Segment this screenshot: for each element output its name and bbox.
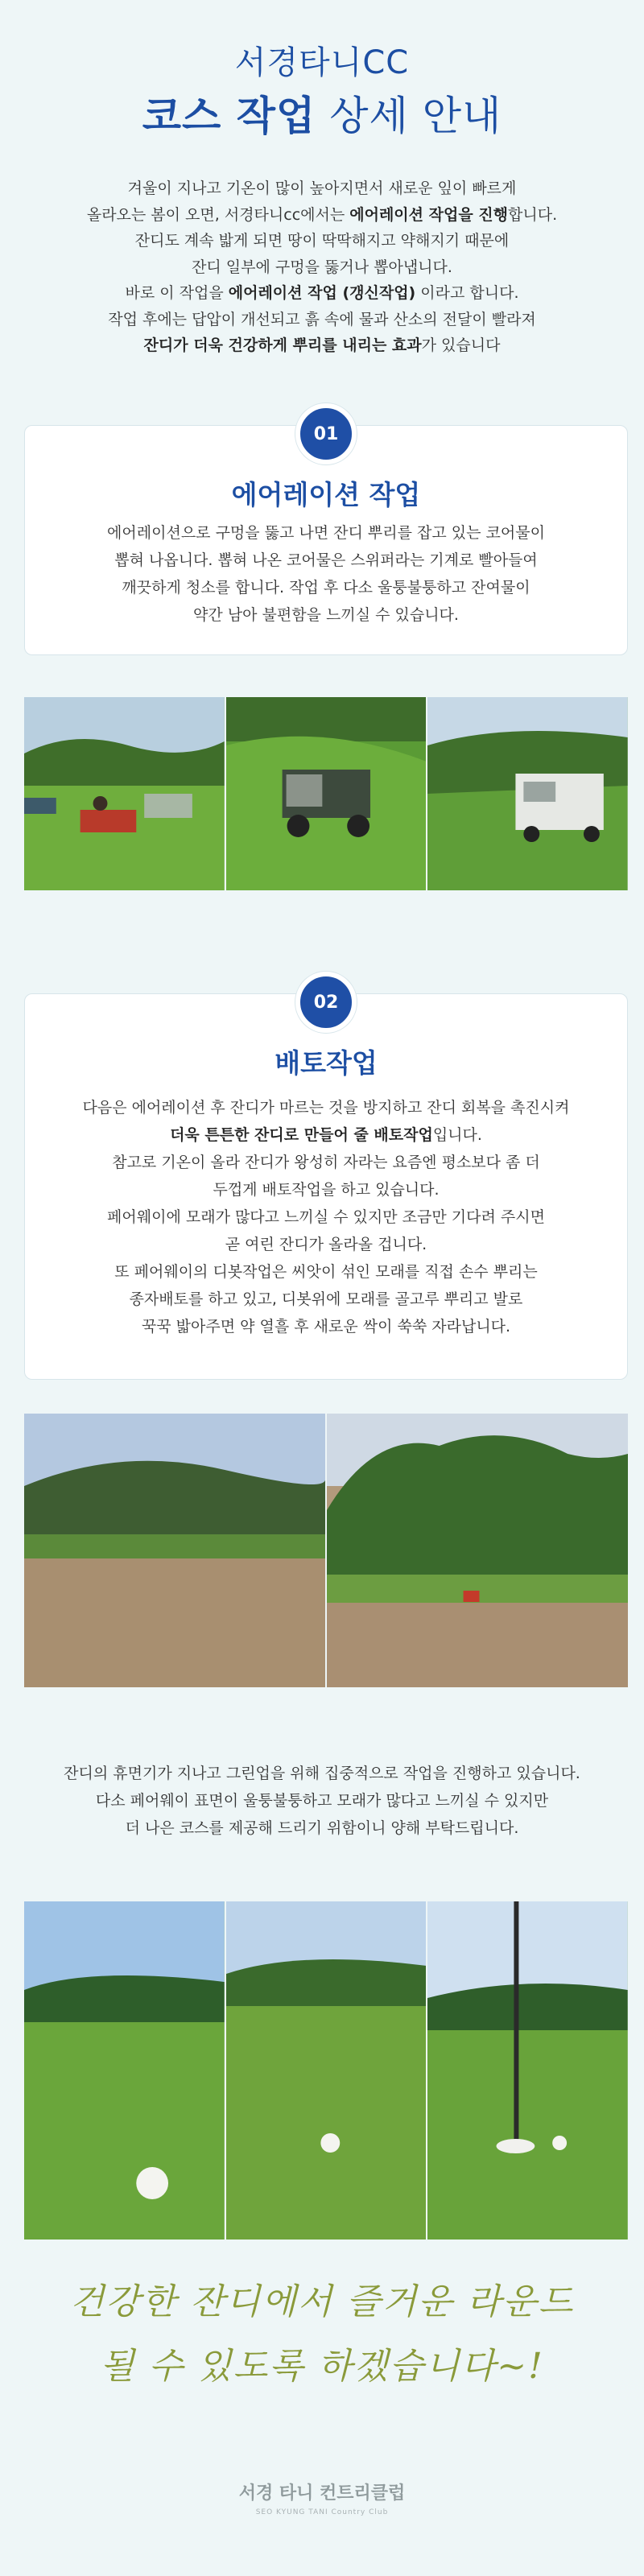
section-number-badge: 02 <box>295 972 357 1033</box>
section-topdressing-card <box>24 993 628 1380</box>
course-photo-strip <box>24 1901 628 2240</box>
intro-line: 바로 이 작업을 에어레이션 작업 (갱신작업) 이라고 합니다. <box>125 284 519 302</box>
page-title-light: 상세 안내 <box>329 93 502 139</box>
photo-sanded-fairway <box>24 1414 325 1687</box>
intro-line: 작업 후에는 답압이 개선되고 흙 속에 물과 산소의 전달이 빨라져 <box>108 310 536 328</box>
page-title <box>0 84 644 142</box>
photo-utility-vehicle <box>226 697 427 890</box>
topdressing-photo-strip <box>24 1414 628 1687</box>
photo-golf-ball-fairway <box>24 1901 225 2240</box>
section-title: 에어레이션 작업 <box>231 479 421 510</box>
section-title: 배토작업 <box>275 1047 378 1079</box>
footer-club-name-en: SEO KYUNG TANI Country Club <box>255 2508 389 2516</box>
aeration-photo-strip <box>24 697 628 890</box>
slogan-text: 건강한 잔디에서 즐거운 라운드 될 수 있도록 하겠습니다~! <box>69 2281 575 2387</box>
section-body: 에어레이션으로 구멍을 뚫고 나면 잔디 뿌리를 잡고 있는 코어물이 뽑혀 나옵니다. 뽑혀 나온 코어물은 스위퍼라는 기계로 빨아들여 깨끗하게 청소를 합니다. 작업 후 다소 울퉁불퉁하고 잔여물이 약간 남아 불편함을 느끼실 수 있습니다. <box>107 524 545 624</box>
photo-sweeper-machine <box>427 697 628 890</box>
club-name-heading: 서경타니CC <box>234 44 410 81</box>
photo-aerator-machine <box>24 697 225 890</box>
intro-text <box>0 175 644 359</box>
photo-flagstick-green <box>427 1901 628 2240</box>
intro-line: 올라오는 봄이 오면, 서경타니cc에서는 에어레이션 작업을 진행합니다. <box>86 205 558 224</box>
intro-line: 잔디 일부에 구멍을 뚫거나 뽑아냅니다. <box>192 258 452 276</box>
photo-sanded-green <box>327 1414 628 1687</box>
photo-golf-ball-rough <box>226 1901 427 2240</box>
section-body: 다음은 에어레이션 후 잔디가 마르는 것을 방지하고 잔디 회복을 촉진시켜 더욱 튼튼한 잔디로 만들어 줄 배토작업입니다. 참고로 기온이 올라 잔디가 왕성히 자라는 요즘엔 평소보다 좀 더 두껍게 배토작업을 하고 있습니다. 페어웨이에 모래가 많다고 느끼실 수 있지만 조금만 기다려 주시면 곧 여린 잔디가 올라올 겁니다. 또 페어웨이의 디봇작업은 씨앗이 섞인 모래를 직접 손수 뿌리는 종자배토를 하고 있고, 디봇위에 모래를 골고루 뿌리고 발로 꾹꾹 밟아주면 약 열흘 후 새로운 싹이 쑥쑥 자라납니다. <box>82 1099 570 1335</box>
intro-line: 잔디가 더욱 건강하게 뿌리를 내리는 효과가 있습니다 <box>143 336 501 354</box>
closing-text: 잔디의 휴면기가 지나고 그린업을 위해 집중적으로 작업을 진행하고 있습니다. 다소 페어웨이 표면이 울퉁불퉁하고 모래가 많다고 느끼실 수 있지만 더 나은 코스를 제공해 드리기 위함이니 양해 부탁드립니다. <box>64 1765 580 1837</box>
page-title-bold: 코스 작업 <box>142 93 316 139</box>
intro-line: 겨울이 지나고 기온이 많이 높아지면서 새로운 잎이 빠르게 <box>127 180 517 197</box>
footer-club-name: 서경 타니 컨트리클럽 <box>238 2483 406 2504</box>
section-aeration-card <box>24 425 628 655</box>
section-number-badge: 01 <box>295 403 357 464</box>
intro-line: 잔디도 계속 밟게 되면 땅이 딱딱해지고 약해지기 때문에 <box>134 232 510 250</box>
